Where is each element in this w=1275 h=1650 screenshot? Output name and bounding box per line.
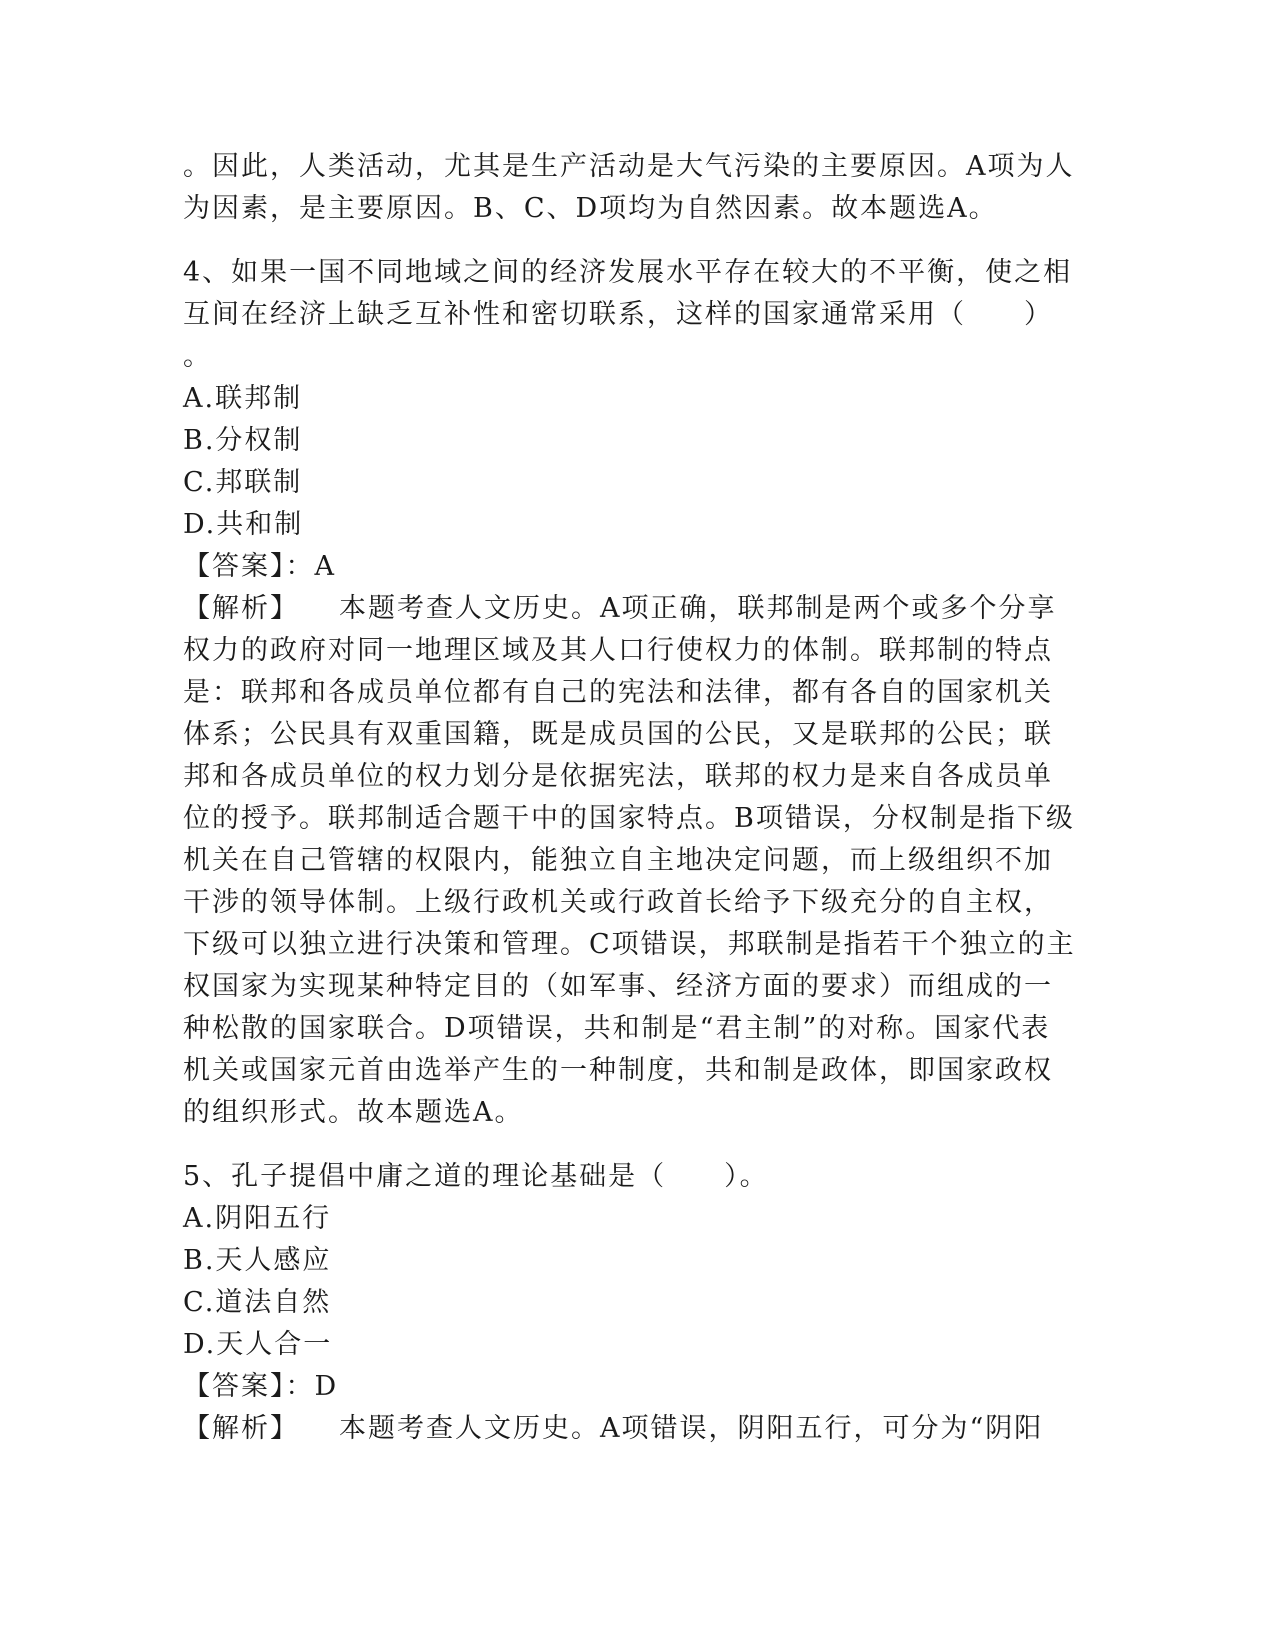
answer-line <box>183 1366 1083 1408</box>
option-b: B.分权制 <box>183 425 303 456</box>
option-a: A.阴阳五行 <box>183 1203 332 1234</box>
analysis-line: 是：联邦和各成员单位都有自己的宪法和法律，都有各自的国家机关 <box>183 677 1053 708</box>
answer-value: A <box>314 551 336 582</box>
answer-label: 【答案】： <box>183 1371 315 1402</box>
analysis-line: 权力的政府对同一地理区域及其人口行使权力的体制。联邦制的特点 <box>183 635 1053 666</box>
analysis-text: 本题考查人文历史。A项正确，联邦制是两个或多个分享 <box>339 593 1057 624</box>
answer-label: 【答案】： <box>183 551 315 582</box>
analysis-line: 权国家为实现某种特定目的（如军事、经济方面的要求）而组成的一 <box>183 971 1053 1002</box>
option-c: C.道法自然 <box>183 1287 332 1318</box>
analysis-line <box>183 1408 1083 1450</box>
intro-paragraph <box>183 146 1083 230</box>
analysis-line: 干涉的领导体制。上级行政机关或行政首长给予下级充分的自主权， <box>183 887 1053 918</box>
analysis-line: 机关或国家元首由选举产生的一种制度，共和制是政体，即国家政权 <box>183 1055 1053 1086</box>
question-stem: 4、如果一国不同地域之间的经济发展水平存在较大的不平衡，使之相 <box>183 257 1073 288</box>
option-d: D.天人合一 <box>183 1329 333 1360</box>
analysis-line: 邦和各成员单位的权力划分是依据宪法，联邦的权力是来自各成员单 <box>183 761 1053 792</box>
answer-line <box>183 546 1083 588</box>
analysis-line: 的组织形式。故本题选A。 <box>183 1097 524 1128</box>
document-page <box>183 146 1083 1450</box>
analysis-line: 体系；公民具有双重国籍，既是成员国的公民，又是联邦的公民；联 <box>183 719 1053 750</box>
question-4 <box>183 252 1083 1134</box>
analysis-line <box>183 588 1083 630</box>
question-stem: 5、孔子提倡中庸之道的理论基础是（ ）。 <box>183 1161 769 1192</box>
text-line: 。因此，人类活动，尤其是生产活动是大气污染的主要原因。A项为人 <box>183 151 1075 182</box>
question-stem: 互间在经济上缺乏互补性和密切联系，这样的国家通常采用（ ） <box>183 299 1053 330</box>
question-5 <box>183 1156 1083 1450</box>
analysis-label: 【解析】 <box>183 1413 299 1444</box>
analysis-line: 位的授予。联邦制适合题干中的国家特点。B项错误，分权制是指下级 <box>183 803 1075 834</box>
answer-value: D <box>314 1371 339 1402</box>
option-a: A.联邦制 <box>183 383 303 414</box>
analysis-line: 机关在自己管辖的权限内，能独立自主地决定问题，而上级组织不加 <box>183 845 1053 876</box>
option-c: C.邦联制 <box>183 467 303 498</box>
option-b: B.天人感应 <box>183 1245 332 1276</box>
analysis-line: 下级可以独立进行决策和管理。C项错误，邦联制是指若干个独立的主 <box>183 929 1076 960</box>
analysis-line: 种松散的国家联合。D项错误，共和制是“君主制”的对称。国家代表 <box>183 1013 1051 1044</box>
question-stem: 。 <box>183 341 212 372</box>
analysis-label: 【解析】 <box>183 593 299 624</box>
text-line: 为因素，是主要原因。B、C、D项均为自然因素。故本题选A。 <box>183 193 998 224</box>
option-d: D.共和制 <box>183 509 304 540</box>
analysis-text: 本题考查人文历史。A项错误，阴阳五行，可分为“阴阳 <box>339 1413 1044 1444</box>
